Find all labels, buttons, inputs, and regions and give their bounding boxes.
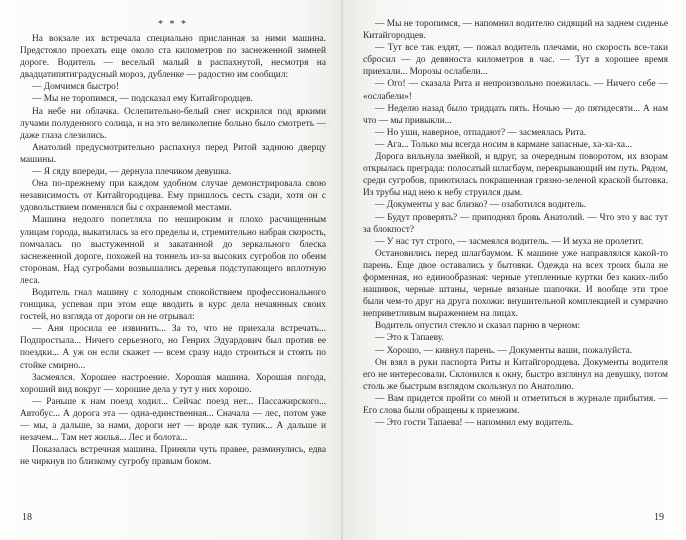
paragraph: — Неделю назад было тридцать пять. Ночью — до пятидесяти... А нам что — мы привыкли... [363, 103, 668, 126]
paragraph: — Домчимся быстро! [32, 82, 119, 93]
paragraph: — Мы не торопимся, — подсказал ему Китайгородцев. [32, 94, 253, 105]
page-number: 18 [22, 512, 32, 523]
paragraph: — Мы не торопимся, — напомнил водителю сидящий на заднем сиденье Китайгородцев. [363, 19, 668, 42]
paragraph: На небе ни облачка. Ослепительно-белый снег искрился под яркими лучами полуденного солнца, и на это великолепие больно было смотреть — даже глаза слезились. [20, 106, 326, 141]
paragraph: — Документы у вас близко? — озаботился водитель. [375, 200, 587, 211]
paragraph: — Тут все так ездят, — пожал водитель плечами, но скорость все-таки сбросил — до девяноста километров в час. — Тут в хорошее время приехали... Морозы ослабели... [363, 43, 668, 78]
right-page-text [363, 18, 668, 429]
paragraph: Показалась встречная машина. Приняли чуть правее, разминулись, едва не чиркнув по близкому сугробу правым боком. [20, 445, 326, 468]
paragraph: Засмеялся. Хорошее настроение. Хорошая машина. Хорошая погода, хороший вид вокруг — хорошие дела у тут у них хорошо. [20, 372, 326, 395]
paragraph: — Это гости Тапаева! — напомнил ему водитель. [375, 418, 574, 429]
paragraph: Водитель гнал машину с холодным спокойствием профессионального гонщика, успевая при этом еще вводить в курс дела нечаянных своих гостей, но взгляда от дороги он не отрывал: [20, 287, 326, 323]
paragraph: — Я сяду впереди, — дернула плечиком девушка. [32, 167, 232, 178]
paragraph: — Это к Тапаеву. [375, 333, 444, 344]
section-break: * * * [158, 19, 188, 30]
page-number: 19 [654, 512, 664, 523]
paragraph: — Хорошо, — кивнул парень. — Документы ваши, пожалуйста. [375, 345, 633, 356]
left-page-text [20, 18, 326, 468]
paragraph: Анатолий предусмотрительно распахнул перед Ритой заднюю дверцу машины. [20, 142, 326, 165]
right-page [343, 0, 686, 540]
paragraph: На вокзале их встречала специально присланная за ними машина. Предстояло проехать еще около ста километров по заснеженной зимней дороге. Водитель — веселый малый в распахнутой, несмотря на двадцатипятиградусный мороз, дубленке — радостно им сообщил: [20, 34, 326, 81]
paragraph: — Будут проверять? — приподнял бровь Анатолий. — Что это у вас тут за блокпост? [363, 212, 668, 235]
paragraph: — Раньше к нам поезд ходил... Сейчас поезд нет... Пассажирского... Автобус... А дорога эта — одна-единственная... Сначала — лес, потом уже — мы, а дальше, за нами, дороги нет — вроде как тупик... А дальше и незачем... Там нет жилья... Лес и болота... [20, 396, 326, 444]
paragraph: Дорога вильнула змейкой, и вдруг, за очередным поворотом, их взорам открылась преграда: полосатый шлагбаум, перекрывающий им путь. Рядом, среди сугробов, приютилась покрашенная грязно-зеленой краской бытовка. Из трубы над нею к небу струился дым. [363, 152, 668, 199]
paragraph: — Ого! — сказала Рита и непроизвольно поежилась. — Ничего себе — «ослабели»! [363, 79, 668, 102]
paragraph: Она по-прежнему при каждом удобном случае демонстрировала свою независимость от Китайгородцева. Ему пришлось сесть сзади, хотя он с удовольствием поменялся бы с охраняемой местами. [20, 179, 326, 214]
paragraph: — Но уши, наверное, отпадают? — засмеялась Рита. [375, 127, 587, 138]
paragraph: Водитель опустил стекло и сказал парню в черном: [375, 321, 581, 332]
paragraph: — Ага... Только мы всегда носим в кармане запасные, ха-ха-ха... [375, 139, 633, 150]
paragraph: — Вам придется пройти со мной и отметиться в журнале прибытия. — Его слова были обращены к приезжим. [363, 393, 668, 416]
paragraph: Машина недолго попетляла по нешироким и плохо расчищенным улицам города, выкатилась за его пределы и, стремительно набрав скорость, помчалась по выстуженной и закатанной до зеркального блеска заснеженной дороге, похожей на тоннель из-за высоких сугробов по обеим сторонам. Над сугробами возвышались деревья подступающего вплотную леса. [20, 215, 326, 286]
paragraph: Он взял в руки паспорта Риты и Китайгородцева. Документы водителя его не интересовали. Склонился к окну, быстро взглянул на девушку, потом столь же быстрым взглядом скользнул по Анатолию. [363, 357, 668, 392]
paragraph: — У нас тут строго, — засмеялся водитель. — И муха не пролетит. [375, 236, 644, 247]
paragraph: — Аня просила ее извинить... За то, что не приехала встречать... Подпростыла... Ничего серьезного, но Генрих Эдуардович был против ее поездки... А уж он если скажет — всем сразу надо строиться и стоять по стойке смирно... [20, 324, 326, 371]
paragraph: Остановились перед шлагбаумом. К машине уже направлялся какой-то парень. Еще двое оставались у бытовки. Одежда на всех троих была не форменная, но единообразная: черные утепленные куртки без каких-либо нашивок, черные штаны, черные вязаные шапочки. И вообще эти трое были чем-то друг на друга похожи: внушительной комплекцией и сумрачно неприветливым выражением на лицах. [363, 248, 668, 320]
